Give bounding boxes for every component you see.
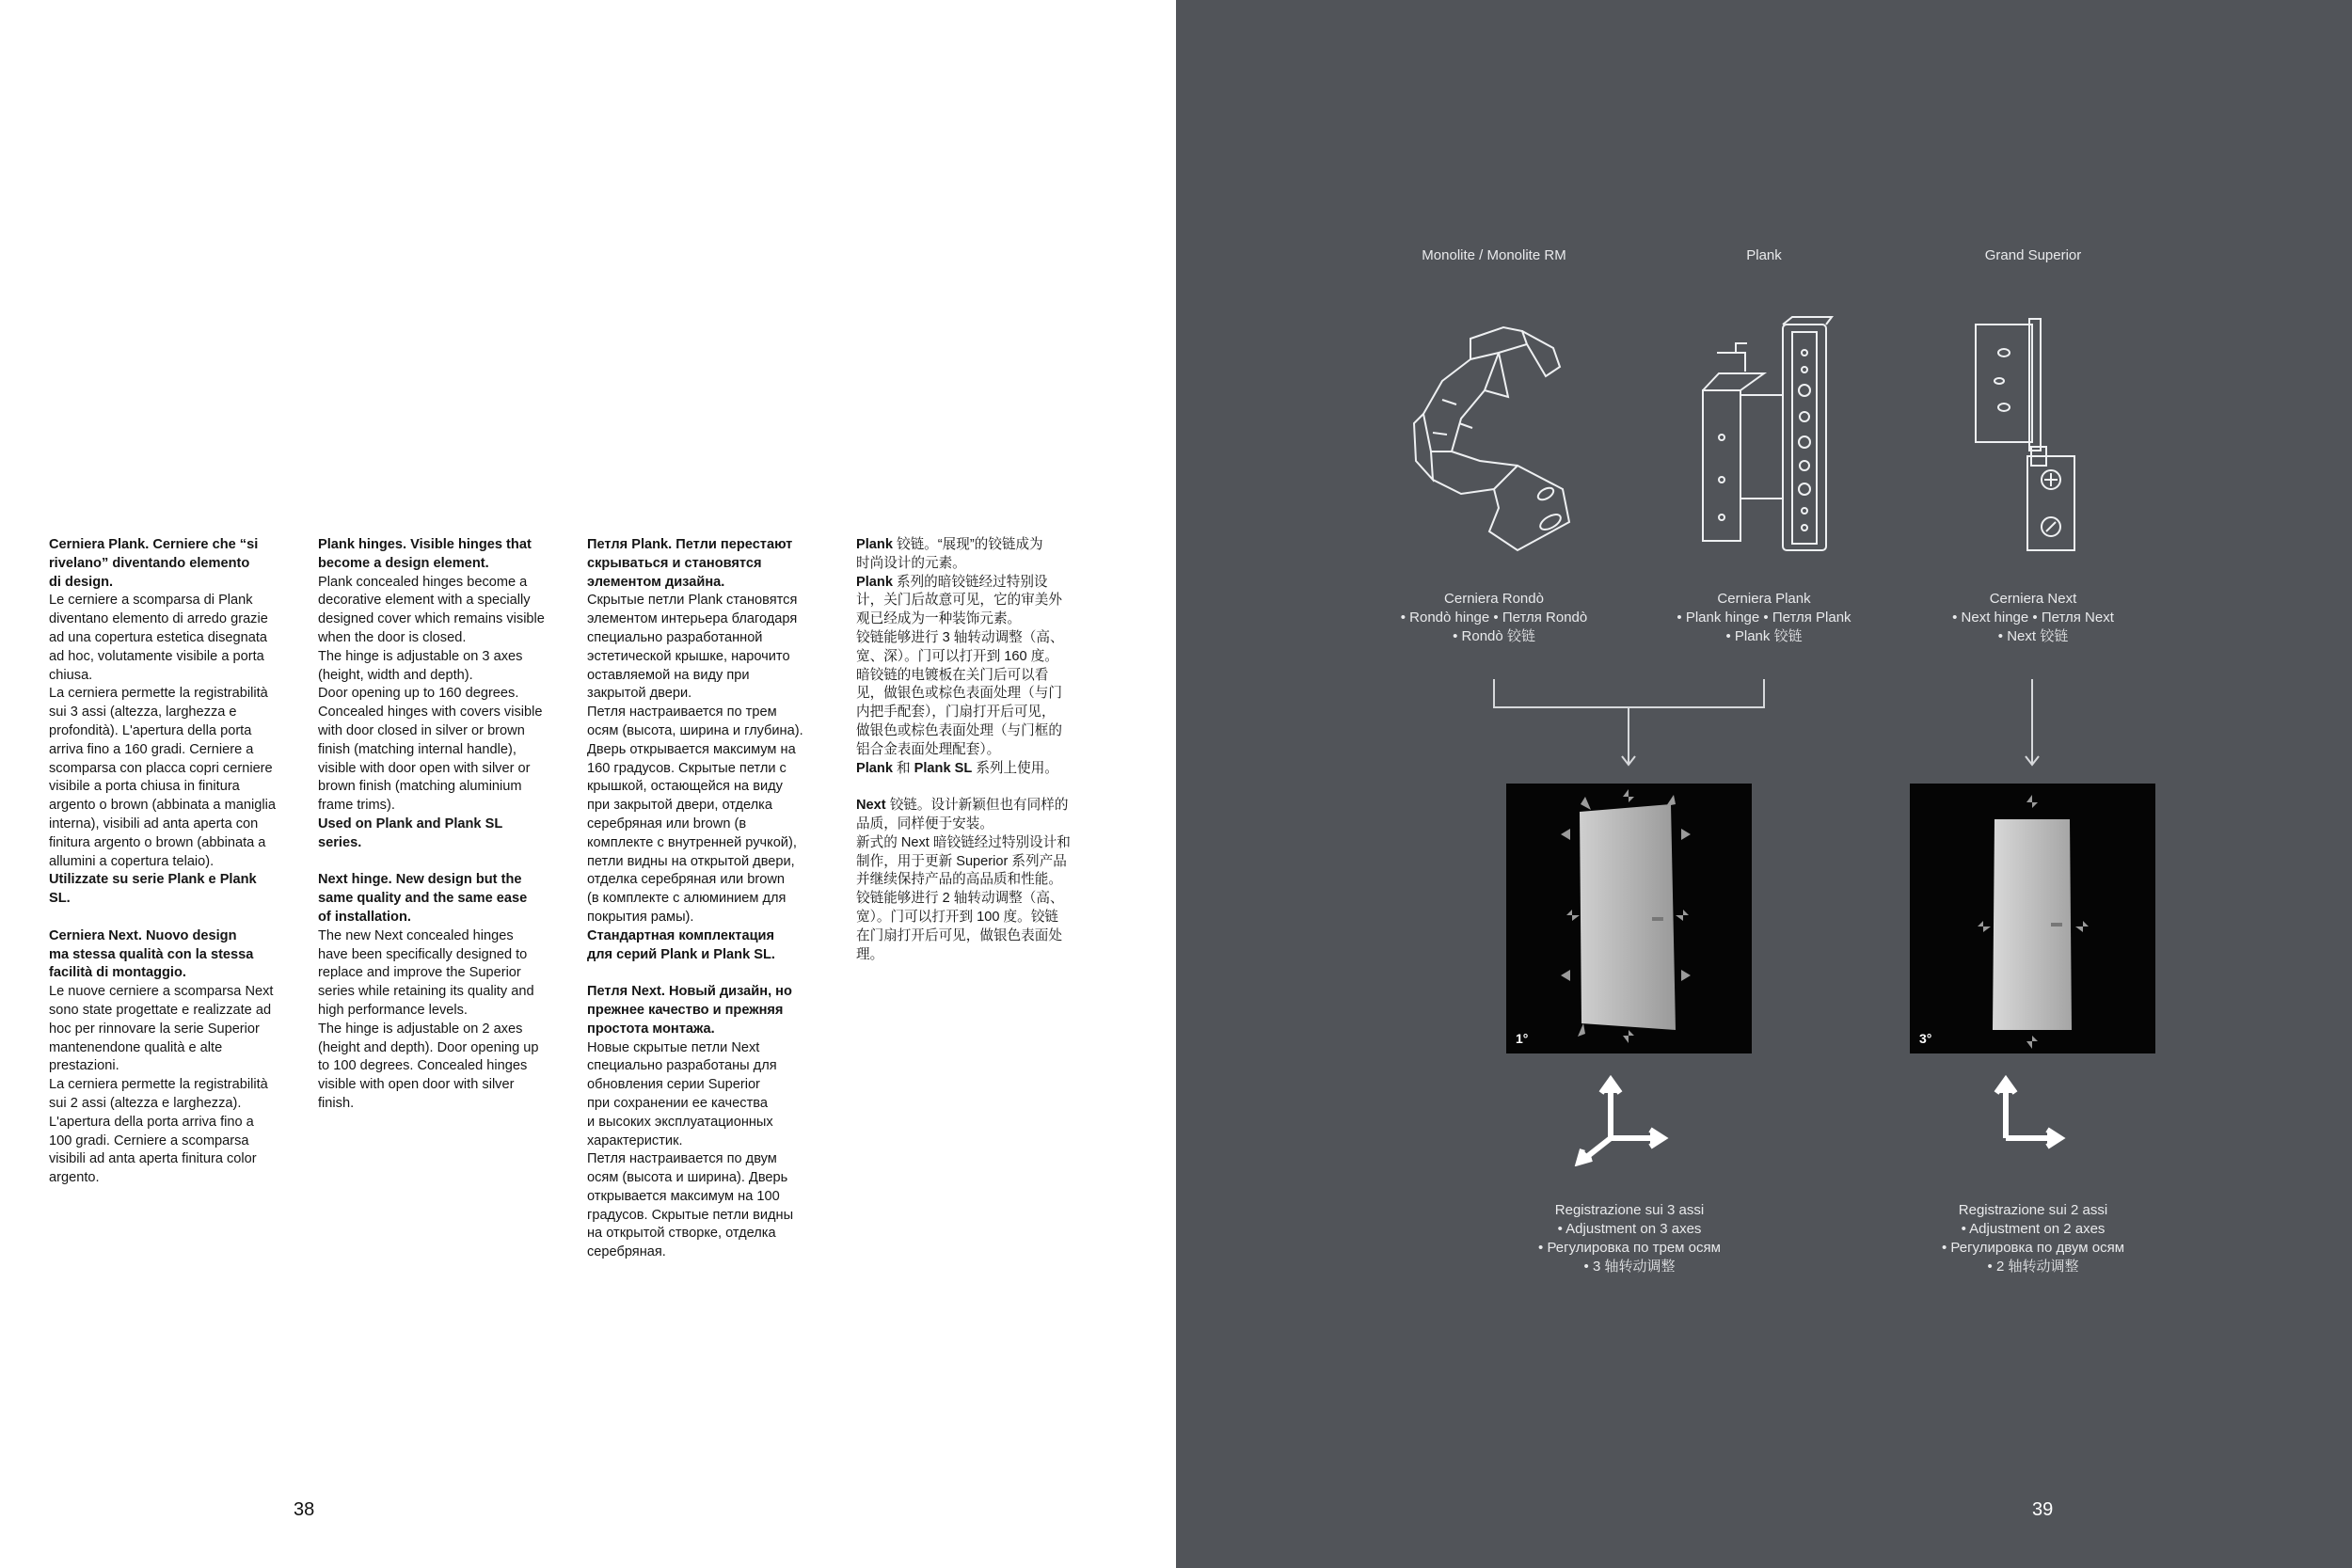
paragraph-gap <box>856 778 1105 797</box>
paragraph-heading: Cerniera Plank. Cerniere che “si rivelano” diventando elemento di design. <box>49 537 259 590</box>
bold-term: Plank <box>856 537 893 552</box>
paragraph-gap <box>318 853 567 872</box>
paragraph-body: Новые скрытые петли Next специально разработаны для обновления серии Superior при сохранении ее качества и высоких эксплуатационных характеристик. Петля настраивается по двум осям (высота и ширина). Дверь открывается максимум на 100 градусов. Скрытые петли видны на открытой створке, отделка серебряная. <box>587 1039 794 1260</box>
caption-next: Cerniera Next • Next hinge • Петля Next • Next 铰链 <box>1952 591 2114 644</box>
door-photo-next <box>1910 784 2155 1053</box>
paragraph-heading: Used on Plank and Plank SL series. <box>318 816 503 850</box>
caption-rondo: Cerniera Rondò • Rondò hinge • Петля Rondò • Rondò 铰链 <box>1400 591 1588 644</box>
caption-plank: Cerniera Plank • Plank hinge • Петля Plank • Plank 铰链 <box>1677 591 1851 644</box>
hinge-label-monolite: Monolite / Monolite RM <box>1422 247 1566 263</box>
photo-label-3: 3° <box>1919 1031 1932 1046</box>
bold-term: Plank SL <box>914 760 973 776</box>
text-run: 和 <box>892 760 914 776</box>
connector-lines <box>1176 677 2352 771</box>
page-number-left: 38 <box>294 1499 315 1520</box>
text-column-russian <box>587 536 836 1262</box>
adjustment-3-axes: Registrazione sui 3 assi • Adjustment on 3 axes • Регулировка по трем осям • 3 轴转动调整 <box>1538 1202 1721 1275</box>
text-run: 系列上使用。 <box>972 760 1058 776</box>
bold-term: Next <box>856 798 886 814</box>
hinge-label-grand-superior: Grand Superior <box>1984 247 2082 263</box>
plank-hinge-drawing <box>1689 315 1849 560</box>
photo-label-1: 1° <box>1516 1031 1529 1046</box>
paragraph <box>856 797 1105 964</box>
paragraph-body: Plank concealed hinges become a decorative element with a specially designed cover which remains visible when the door is closed. The hinge is adjustable on 3 axes (height, width and depth). Door opening up to 160 degrees. Concealed hinges with covers visible with door closed in silver or brown finish (matching internal handle), visible with door open with silver or brown finish (matching aluminium frame trims). <box>318 574 545 814</box>
paragraph-gap <box>587 964 836 983</box>
text-column-english <box>318 536 567 1114</box>
paragraph-heading: Стандартная комплектация для серий Plank и Plank SL. <box>587 927 775 962</box>
text-run: 铰链。设计新颖但也有同样的 品质，同样便于安装。 新式的 Next 暗铰链经过特别设计和 制作，用于更新 Superior 系列产品 并继续保持产品的高品质和性能。 铰链能够进行 2 轴转动调整（高、 宽）。门可以打开到 100 度。铰链 在门扇打开后可见，做银色表面处 理。 <box>856 798 1071 962</box>
door-photo-plank <box>1506 784 1752 1053</box>
text-column-italian <box>49 536 298 1188</box>
paragraph-body: Le nuove cerniere a scomparsa Next sono state progettate e realizzate ad hoc per rinnovare la serie Superior mantenendone qualità e alte prestazioni. La cerniera permette la registrabilità sui 2 assi (altezza e larghezza). L'apertura della porta arriva fino a 100 gradi. Cerniere a scomparsa visibili ad anta aperta finitura color argento. <box>49 984 274 1186</box>
text-column-chinese <box>856 536 1105 964</box>
right-page <box>1176 0 2352 1568</box>
paragraph-heading: Next hinge. New design but the same quality and the same ease of installation. <box>318 872 528 925</box>
two-axes-icon <box>1987 1072 2081 1166</box>
paragraph-heading: Cerniera Next. Nuovo design ma stessa qualità con la stessa facilità di montaggio. <box>49 927 254 981</box>
page-number-right: 39 <box>2032 1499 2054 1520</box>
bold-term: Plank <box>856 760 893 776</box>
three-axes-icon <box>1573 1072 1686 1166</box>
paragraph-heading: Plank hinges. Visible hinges that become a design element. <box>318 537 532 571</box>
rondo-hinge-drawing <box>1405 310 1583 555</box>
paragraph-body: Le cerniere a scomparsa di Plank diventano elemento di arredo grazie ad una copertura estetica disegnata ad hoc, volutamente visibile a porta chiusa. La cerniera permette la registrabilità sui 3 assi (altezza, larghezza e profondità). L'apertura della porta arriva fino a 160 gradi. Cerniere a scomparsa con placca copri cerniere visibile a porta chiusa in finitura argento o brown (abbinata a maniglia interna), visibili ad anta aperta con finitura argento o brown (abbinata a allumini a copertura telaio). <box>49 593 276 869</box>
bold-term: Plank <box>856 574 893 590</box>
paragraph-heading: Петля Plank. Петли перестают скрываться и становятся элементом дизайна. <box>587 537 793 590</box>
next-hinge-drawing <box>1971 315 2093 560</box>
paragraph-heading: Utilizzate su serie Plank e Plank SL. <box>49 872 257 907</box>
paragraph-body: Скрытые петли Plank становятся элементом интерьера благодаря специально разработанной эстетической крышке, нарочито оставляемой на виду при закрытой двери. Петля настраивается по трем осям (высота, ширина и глубина). Дверь открывается максимум на 160 градусов. Скрытые петли с крышкой, остающейся на виду при закрытой двери, отделка серебряная или brown (в комплекте с внутренней ручкой), петли видны на открытой двери, отделка серебряная или brown (в комплекте с алюминием для покрытия рамы). <box>587 593 803 925</box>
text-run: 铰链。“展现”的铰链成为 时尚设计的元素。 <box>856 537 1043 571</box>
paragraph-gap <box>49 909 298 927</box>
paragraph <box>856 536 1105 778</box>
adjustment-2-axes: Registrazione sui 2 assi • Adjustment on 2 axes • Регулировка по двум осям • 2 轴转动调整 <box>1941 1202 2125 1275</box>
paragraph-body: The new Next concealed hinges have been specifically designed to replace and improve the Superior series while retaining its quality and high performance levels. The hinge is adjustable on 2 axes (height and depth). Door opening up to 100 degrees. Concealed hinges visible with open door with silver finish. <box>318 927 539 1111</box>
text-run: 系列的暗铰链经过特别设 计，关门后故意可见，它的审美外 观已经成为一种装饰元素。 铰链能够进行 3 轴转动调整（高、 宽、深）。门可以打开到 160 度。 暗铰链的电镀板在关门后可以看 见，做银色或棕色表面处理（与门 内把手配套），门扇打开后可见， 做银色或棕色表面处理（与门框的 铝合金表面处理配套）。 <box>856 574 1064 757</box>
paragraph-heading: Петля Next. Новый дизайн, но прежнее качество и прежняя простота монтажа. <box>587 984 792 1037</box>
hinge-label-plank: Plank <box>1746 247 1782 263</box>
